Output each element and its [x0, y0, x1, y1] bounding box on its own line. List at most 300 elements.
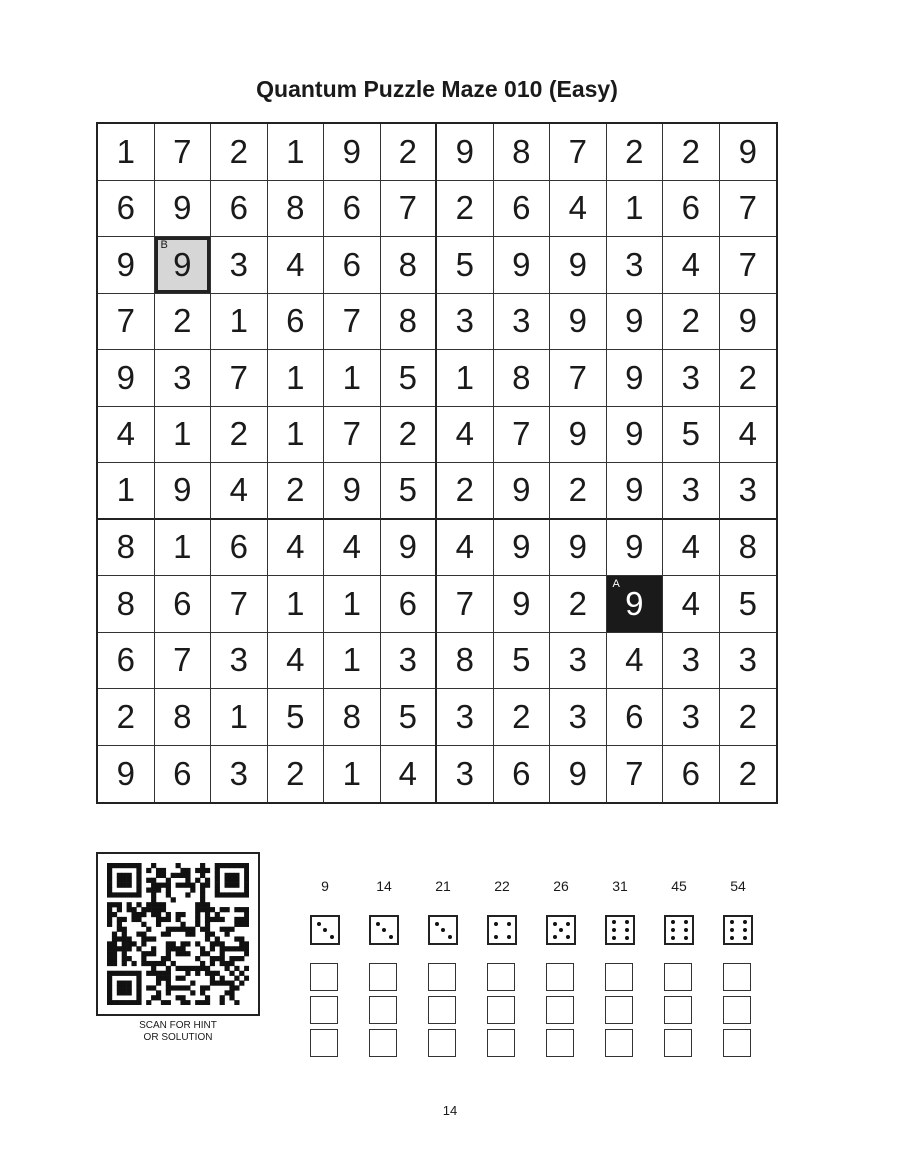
die-pip [730, 920, 734, 924]
cell-number: 3 [229, 245, 248, 283]
maze-cell[interactable] [437, 181, 494, 238]
answer-box[interactable] [605, 1029, 633, 1057]
maze-cell[interactable] [550, 124, 607, 181]
cell-number: 8 [398, 302, 417, 340]
maze-cell[interactable] [663, 746, 720, 803]
maze-cell[interactable] [720, 463, 777, 520]
cell-number: 3 [512, 302, 531, 340]
die-pip [553, 935, 557, 939]
maze-cell[interactable] [720, 407, 777, 464]
maze-cell[interactable] [494, 237, 551, 294]
answer-box[interactable] [369, 1029, 397, 1057]
die-pip [507, 922, 511, 926]
maze-cell[interactable] [268, 463, 325, 520]
maze-cell[interactable] [324, 237, 381, 294]
maze-cell[interactable] [437, 237, 494, 294]
maze-cell[interactable] [381, 350, 438, 407]
cell-number: 3 [455, 754, 474, 792]
cell-number: 3 [455, 697, 474, 735]
maze-cell[interactable] [324, 746, 381, 803]
die-pip [566, 935, 570, 939]
answer-box[interactable] [605, 963, 633, 991]
maze-cell[interactable] [663, 181, 720, 238]
maze-cell[interactable] [607, 124, 664, 181]
die-pip [730, 928, 734, 932]
maze-cell[interactable] [381, 576, 438, 633]
maze-cell[interactable] [607, 350, 664, 407]
maze-cell[interactable] [98, 520, 155, 577]
maze-cell[interactable] [211, 689, 268, 746]
answer-box[interactable] [546, 1029, 574, 1057]
maze-cell[interactable] [437, 407, 494, 464]
maze-cell[interactable] [155, 407, 212, 464]
cell-number: 1 [286, 584, 305, 622]
cell-number: 4 [398, 754, 417, 792]
cell-number: 2 [681, 132, 700, 170]
cell-number: 9 [625, 302, 644, 340]
cell-number: 3 [229, 754, 248, 792]
cell-number: 8 [512, 358, 531, 396]
cell-number: 6 [342, 189, 361, 227]
die-pip [625, 928, 629, 932]
maze-cell[interactable] [663, 350, 720, 407]
maze-cell[interactable] [437, 576, 494, 633]
maze-cell[interactable] [381, 237, 438, 294]
cell-number: 9 [625, 528, 644, 566]
maze-cell[interactable] [98, 576, 155, 633]
maze-cell[interactable] [720, 181, 777, 238]
maze-cell[interactable] [324, 350, 381, 407]
qr-caption [96, 1020, 260, 1044]
maze-cell[interactable] [550, 463, 607, 520]
die-face-3-icon [310, 915, 340, 945]
cell-number: 6 [625, 697, 644, 735]
maze-cell[interactable] [720, 124, 777, 181]
cell-number: 8 [342, 697, 361, 735]
die-pip [671, 920, 675, 924]
cell-number: 1 [286, 358, 305, 396]
maze-cell[interactable] [437, 350, 494, 407]
cell-number: 6 [512, 754, 531, 792]
maze-cell[interactable] [211, 294, 268, 351]
cell-number: 2 [681, 302, 700, 340]
cell-number: 7 [342, 302, 361, 340]
maze-cell[interactable] [494, 576, 551, 633]
maze-cell[interactable] [494, 689, 551, 746]
maze-cell[interactable] [607, 633, 664, 690]
maze-cell[interactable] [98, 463, 155, 520]
maze-cell[interactable] [494, 633, 551, 690]
maze-cell[interactable] [324, 407, 381, 464]
maze-cell[interactable] [381, 520, 438, 577]
maze-cell[interactable] [494, 124, 551, 181]
maze-cell[interactable] [381, 124, 438, 181]
die-pip [389, 935, 393, 939]
die-pip [612, 936, 616, 940]
maze-cell[interactable] [550, 181, 607, 238]
answer-box[interactable] [428, 963, 456, 991]
cell-number: 5 [738, 584, 757, 622]
maze-cell[interactable] [381, 633, 438, 690]
maze-cell[interactable] [324, 689, 381, 746]
maze-cell[interactable] [550, 689, 607, 746]
maze-cell[interactable] [211, 633, 268, 690]
maze-cell[interactable] [155, 520, 212, 577]
cell-number: 1 [229, 302, 248, 340]
maze-cell[interactable] [268, 689, 325, 746]
cell-number: 2 [116, 697, 135, 735]
maze-cell[interactable] [437, 746, 494, 803]
cell-number: 7 [229, 584, 248, 622]
cell-number: 3 [173, 358, 192, 396]
maze-cell[interactable] [211, 407, 268, 464]
die-pip [625, 936, 629, 940]
maze-cell[interactable] [607, 294, 664, 351]
cell-number: 6 [342, 245, 361, 283]
cell-number: 2 [229, 132, 248, 170]
maze-cell[interactable] [607, 689, 664, 746]
maze-cell[interactable] [381, 689, 438, 746]
maze-cell[interactable] [268, 746, 325, 803]
die-pip [671, 936, 675, 940]
answer-box[interactable] [723, 1029, 751, 1057]
die-face-3-icon [369, 915, 399, 945]
cell-number: 1 [116, 471, 135, 509]
answer-box[interactable] [428, 1029, 456, 1057]
maze-cell[interactable] [211, 463, 268, 520]
maze-cell[interactable] [437, 689, 494, 746]
cell-number: 9 [568, 754, 587, 792]
die-pip [743, 936, 747, 940]
start-cell[interactable] [155, 237, 212, 294]
cell-number: 4 [738, 415, 757, 453]
answer-box[interactable] [664, 1029, 692, 1057]
maze-cell[interactable] [155, 463, 212, 520]
goal-marker: A [612, 578, 620, 590]
maze-cell[interactable] [663, 576, 720, 633]
cell-number: 3 [738, 641, 757, 679]
maze-cell[interactable] [437, 124, 494, 181]
maze-cell[interactable] [550, 407, 607, 464]
qr-code-image [107, 863, 249, 1005]
maze-cell[interactable] [720, 576, 777, 633]
maze-cell[interactable] [663, 237, 720, 294]
cell-number: 5 [398, 471, 417, 509]
maze-cell[interactable] [98, 124, 155, 181]
answer-box[interactable] [369, 963, 397, 991]
maze-cell[interactable] [211, 576, 268, 633]
maze-cell[interactable] [324, 294, 381, 351]
maze-cell[interactable] [268, 350, 325, 407]
puzzle-title: Quantum Puzzle Maze 010 (Easy) [256, 76, 618, 102]
maze-cell[interactable] [324, 124, 381, 181]
maze-cell[interactable] [155, 746, 212, 803]
cell-number: 2 [229, 415, 248, 453]
cell-number: 2 [568, 584, 587, 622]
maze-cell[interactable] [324, 520, 381, 577]
maze-cell[interactable] [381, 181, 438, 238]
cell-number: 3 [568, 697, 587, 735]
maze-cell[interactable] [494, 294, 551, 351]
cell-number: 9 [173, 245, 192, 283]
cell-number: 8 [455, 641, 474, 679]
maze-cell[interactable] [211, 520, 268, 577]
cell-number: 7 [116, 302, 135, 340]
maze-cell[interactable] [607, 463, 664, 520]
cell-number: 2 [625, 132, 644, 170]
cell-number: 2 [286, 754, 305, 792]
maze-cell[interactable] [98, 181, 155, 238]
maze-cell[interactable] [663, 689, 720, 746]
cell-number: 4 [681, 245, 700, 283]
answer-box[interactable] [664, 963, 692, 991]
maze-cell[interactable] [607, 520, 664, 577]
maze-cell[interactable] [211, 181, 268, 238]
cell-number: 4 [116, 415, 135, 453]
answer-box[interactable] [723, 996, 751, 1024]
answer-box[interactable] [310, 963, 338, 991]
maze-cell[interactable] [211, 746, 268, 803]
cell-number: 4 [681, 584, 700, 622]
die-face-6-icon [664, 915, 694, 945]
maze-cell[interactable] [155, 181, 212, 238]
cell-number: 9 [568, 415, 587, 453]
cell-number: 8 [116, 528, 135, 566]
maze-cell[interactable] [211, 124, 268, 181]
maze-cell[interactable] [663, 294, 720, 351]
maze-cell[interactable] [720, 689, 777, 746]
die-pip [684, 928, 688, 932]
cell-number: 7 [229, 358, 248, 396]
cell-number: 2 [173, 302, 192, 340]
die-pip [625, 920, 629, 924]
cell-number: 6 [398, 584, 417, 622]
maze-cell[interactable] [98, 407, 155, 464]
cell-number: 4 [286, 641, 305, 679]
cell-number: 2 [455, 471, 474, 509]
cell-number: 3 [455, 302, 474, 340]
maze-cell[interactable] [155, 350, 212, 407]
cell-number: 8 [116, 584, 135, 622]
cell-number: 3 [398, 641, 417, 679]
die-pip [448, 935, 452, 939]
maze-cell[interactable] [98, 633, 155, 690]
die-pip [553, 922, 557, 926]
maze-cell[interactable] [550, 294, 607, 351]
maze-cell[interactable] [550, 576, 607, 633]
qr-code[interactable] [96, 852, 260, 1016]
cell-number: 4 [455, 528, 474, 566]
maze-cell[interactable] [324, 181, 381, 238]
maze-cell[interactable] [268, 124, 325, 181]
maze-cell[interactable] [381, 407, 438, 464]
answer-box[interactable] [546, 996, 574, 1024]
die-pip [612, 920, 616, 924]
maze-cell[interactable] [324, 633, 381, 690]
cell-number: 2 [455, 189, 474, 227]
maze-cell[interactable] [550, 350, 607, 407]
die-pip [323, 928, 327, 932]
maze-cell[interactable] [720, 294, 777, 351]
die-pip [743, 928, 747, 932]
goal-cell[interactable] [607, 576, 664, 633]
cell-number: 9 [342, 132, 361, 170]
maze-cell[interactable] [550, 237, 607, 294]
answer-box[interactable] [310, 996, 338, 1024]
maze-cell[interactable] [607, 237, 664, 294]
cell-number: 1 [173, 528, 192, 566]
cell-number: 4 [342, 528, 361, 566]
maze-cell[interactable] [550, 520, 607, 577]
maze-cell[interactable] [98, 294, 155, 351]
maze-cell[interactable] [268, 407, 325, 464]
cell-number: 3 [738, 471, 757, 509]
maze-cell[interactable] [494, 350, 551, 407]
maze-cell[interactable] [211, 237, 268, 294]
maze-cell[interactable] [268, 181, 325, 238]
cell-number: 4 [286, 245, 305, 283]
maze-cell[interactable] [720, 633, 777, 690]
cell-number: 9 [625, 471, 644, 509]
maze-cell[interactable] [494, 407, 551, 464]
cell-number: 2 [398, 132, 417, 170]
dice-target-label: 26 [553, 878, 569, 894]
cell-number: 7 [738, 245, 757, 283]
cell-number: 6 [116, 189, 135, 227]
cell-number: 4 [229, 471, 248, 509]
maze-cell[interactable] [268, 633, 325, 690]
maze-cell[interactable] [494, 463, 551, 520]
cell-number: 8 [738, 528, 757, 566]
cell-number: 7 [342, 415, 361, 453]
cell-number: 9 [625, 584, 644, 622]
cell-number: 2 [512, 697, 531, 735]
die-pip [612, 928, 616, 932]
maze-cell[interactable] [607, 407, 664, 464]
maze-cell[interactable] [720, 520, 777, 577]
answer-box[interactable] [487, 963, 515, 991]
maze-cell[interactable] [268, 576, 325, 633]
maze-cell[interactable] [155, 633, 212, 690]
answer-box[interactable] [487, 1029, 515, 1057]
cell-number: 2 [738, 358, 757, 396]
cell-number: 9 [512, 528, 531, 566]
cell-number: 9 [398, 528, 417, 566]
cell-number: 9 [173, 189, 192, 227]
maze-cell[interactable] [155, 689, 212, 746]
cell-number: 7 [738, 189, 757, 227]
cell-number: 9 [738, 132, 757, 170]
maze-cell[interactable] [211, 350, 268, 407]
maze-cell[interactable] [494, 520, 551, 577]
cell-number: 7 [173, 641, 192, 679]
maze-cell[interactable] [720, 746, 777, 803]
maze-cell[interactable] [663, 520, 720, 577]
answer-box[interactable] [310, 1029, 338, 1057]
maze-cell[interactable] [607, 181, 664, 238]
cell-number: 3 [568, 641, 587, 679]
page-number: 14 [442, 1103, 458, 1118]
maze-cell[interactable] [98, 350, 155, 407]
maze-cell[interactable] [663, 633, 720, 690]
cell-number: 9 [512, 471, 531, 509]
maze-cell[interactable] [663, 407, 720, 464]
die-pip [494, 935, 498, 939]
cell-number: 5 [681, 415, 700, 453]
cell-number: 9 [568, 302, 587, 340]
maze-cell[interactable] [550, 633, 607, 690]
maze-cell[interactable] [324, 576, 381, 633]
answer-box[interactable] [369, 996, 397, 1024]
maze-cell[interactable] [381, 294, 438, 351]
cell-number: 8 [286, 189, 305, 227]
cell-number: 9 [116, 358, 135, 396]
maze-cell[interactable] [381, 746, 438, 803]
answer-box[interactable] [487, 996, 515, 1024]
maze-cell[interactable] [607, 746, 664, 803]
maze-cell[interactable] [720, 237, 777, 294]
die-face-3-icon [428, 915, 458, 945]
maze-cell[interactable] [268, 294, 325, 351]
maze-cell[interactable] [98, 237, 155, 294]
cell-number: 3 [681, 471, 700, 509]
die-pip [494, 922, 498, 926]
cell-number: 7 [398, 189, 417, 227]
answer-box[interactable] [605, 996, 633, 1024]
cell-number: 6 [229, 528, 248, 566]
maze-cell[interactable] [494, 746, 551, 803]
cell-number: 4 [286, 528, 305, 566]
cell-number: 1 [342, 358, 361, 396]
maze-cell[interactable] [663, 124, 720, 181]
die-face-6-icon [723, 915, 753, 945]
answer-box[interactable] [723, 963, 751, 991]
start-marker: B [160, 239, 168, 251]
qr-caption-line1: SCAN FOR HINT [139, 1020, 217, 1031]
die-pip [441, 928, 445, 932]
maze-cell[interactable] [381, 463, 438, 520]
cell-number: 2 [286, 471, 305, 509]
cell-number: 6 [286, 302, 305, 340]
die-pip [382, 928, 386, 932]
maze-cell[interactable] [437, 633, 494, 690]
maze-cell[interactable] [98, 746, 155, 803]
maze-cell[interactable] [155, 576, 212, 633]
maze-cell[interactable] [663, 463, 720, 520]
die-pip [330, 935, 334, 939]
dice-target-label: 45 [671, 878, 687, 894]
maze-cell[interactable] [494, 181, 551, 238]
maze-cell[interactable] [437, 463, 494, 520]
maze-cell[interactable] [155, 294, 212, 351]
cell-number: 6 [173, 584, 192, 622]
maze-cell[interactable] [720, 350, 777, 407]
cell-number: 6 [681, 189, 700, 227]
answer-box[interactable] [546, 963, 574, 991]
die-pip [376, 922, 380, 926]
maze-cell[interactable] [268, 237, 325, 294]
answer-box[interactable] [664, 996, 692, 1024]
maze-cell[interactable] [268, 520, 325, 577]
maze-cell[interactable] [324, 463, 381, 520]
maze-cell[interactable] [550, 746, 607, 803]
maze-cell[interactable] [155, 124, 212, 181]
maze-cell[interactable] [437, 520, 494, 577]
answer-box[interactable] [428, 996, 456, 1024]
cell-number: 2 [398, 415, 417, 453]
maze-cell[interactable] [437, 294, 494, 351]
maze-cell[interactable] [98, 689, 155, 746]
